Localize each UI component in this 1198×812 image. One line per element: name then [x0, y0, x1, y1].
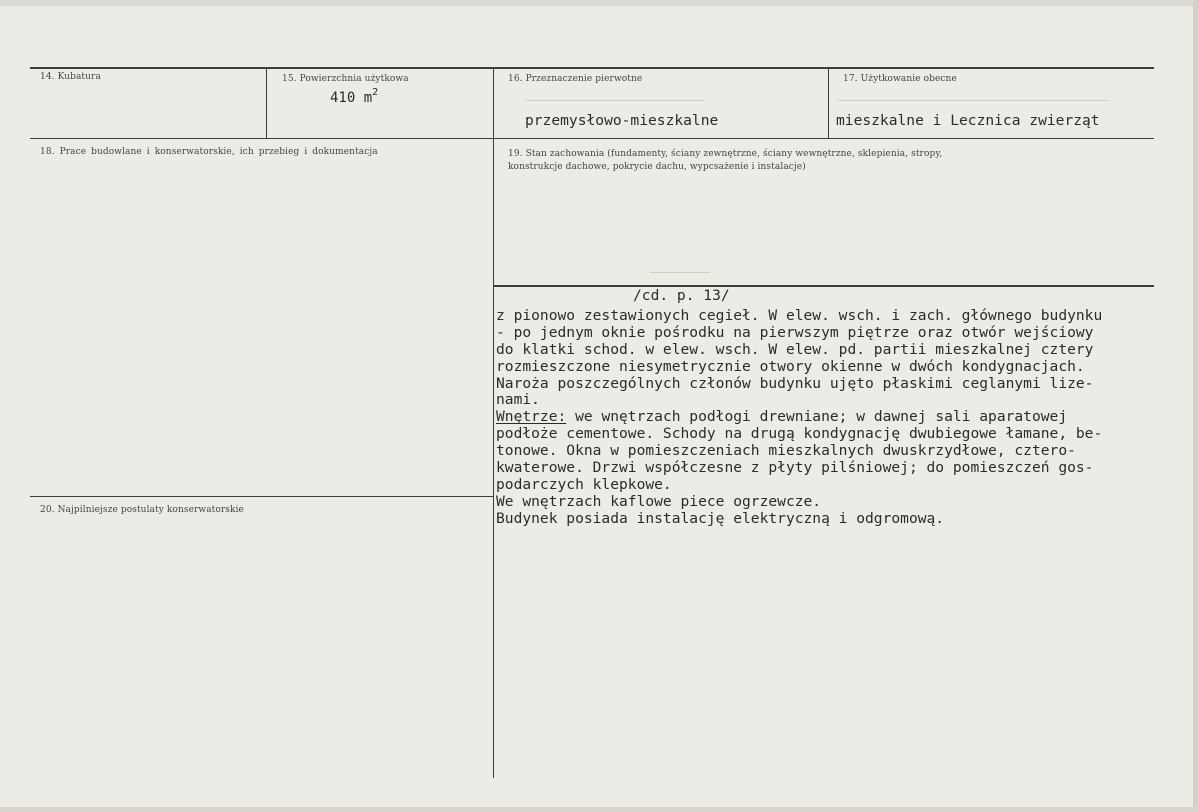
field-15-label: 15. Powierzchnia użytkowa [282, 74, 409, 84]
text-line: Naroża poszczególnych członów budynku ujęto płaskimi ceglanymi lize- [496, 374, 1094, 392]
field-20-label: 20. Najpilniejsze postulaty konserwatorskie [40, 505, 244, 515]
field-16-value: przemysłowo-mieszkalne [525, 112, 719, 129]
text-line: tonowe. Okna w pomieszczeniach mieszkalnych dwuskrzydłowe, cztero- [496, 442, 1076, 460]
field-17-value: mieszkalne i Lecznica zwierząt [836, 112, 1100, 129]
text-line: do klatki schod. w elew. wsch. W elew. pd. partii mieszkalnej cztery [496, 340, 1094, 358]
text-line: We wnętrzach kaflowe piece ogrzewcze. [496, 492, 822, 510]
text-line: z pionowo zestawionych cegieł. W elew. wsch. i zach. głównego budynku [496, 307, 1103, 324]
field-14-label: 14. Kubatura [40, 72, 101, 82]
continuation-marker: /cd. p. 13/ [633, 287, 730, 304]
text-line: kwaterowe. Drzwi współczesne z płyty pilśniowej; do pomieszczeń gos- [496, 459, 1094, 477]
interior-heading: Wnętrze: [496, 408, 567, 426]
usable-area-value: 410 m [330, 90, 373, 106]
text-line: Budynek posiada instalację elektryczną i odgromową. [496, 509, 945, 527]
field-16-label: 16. Przeznaczenie pierwotne [508, 74, 643, 84]
usable-area-unit-sup: 2 [372, 87, 379, 98]
col-divider-14-15 [266, 68, 267, 138]
card-top-edge [0, 0, 1198, 6]
top-rule [30, 67, 1154, 69]
card-right-edge [1193, 0, 1198, 812]
faint-mark [650, 272, 710, 273]
interior-text: we wnętrzach podłogi drewniane; w dawnej sali aparatowej [566, 408, 1068, 426]
text-line-interior [496, 409, 1102, 426]
section-19-bottom-rule [494, 285, 1154, 287]
row-divider-1 [30, 138, 1154, 139]
text-line: - po jednym oknie pośrodku na pierwszym piętrze oraz otwór wejściowy [496, 323, 1094, 341]
card-bottom-edge [0, 807, 1198, 812]
faint-mark [525, 100, 705, 101]
continuation-text [496, 308, 1102, 528]
field-18-label: 18. Prace budowlane i konserwatorskie, ich przebieg i dokumentacja [40, 147, 378, 157]
text-line: podłoże cementowe. Schody na drugą kondygnację dwubiegowe łamane, be- [496, 425, 1103, 443]
field-17-label: 17. Użytkowanie obecne [843, 74, 957, 84]
field-19-label-line1: 19. Stan zachowania (fundamenty, ściany zewnętrzne, ściany wewnętrzne, sklepienia, stropy, [508, 149, 943, 159]
field-19-label-line2: konstrukcje dachowe, pokrycie dachu, wypcsażenie i instalacje) [508, 162, 806, 172]
text-line: podarczych klepkowe. [496, 475, 672, 493]
section-18-bottom-rule [30, 496, 494, 497]
field-15-value [330, 87, 379, 106]
faint-mark [838, 100, 1108, 101]
col-divider-16-17 [828, 68, 829, 138]
col-divider-main [493, 68, 494, 778]
text-line: rozmieszczone niesymetrycznie otwory okienne w dwóch kondygnacjach. [496, 357, 1085, 375]
text-line: nami. [496, 391, 540, 409]
